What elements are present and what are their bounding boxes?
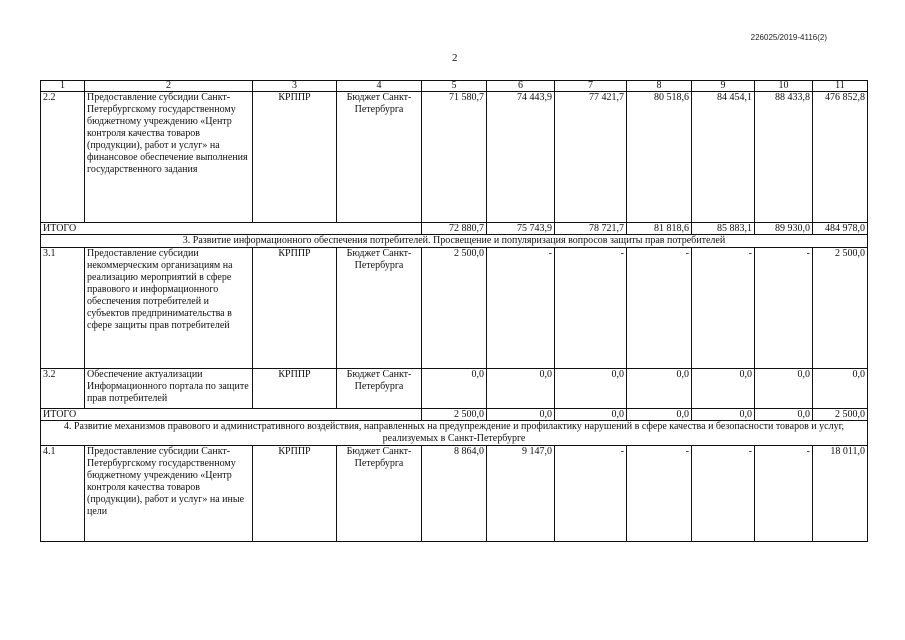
amount-cell: 80 518,6 bbox=[627, 92, 692, 223]
column-header: 6 bbox=[487, 81, 555, 92]
column-header: 3 bbox=[253, 81, 337, 92]
amount-cell: 0,0 bbox=[487, 409, 555, 421]
amount-cell: 72 880,7 bbox=[422, 223, 487, 235]
executor: КРППР bbox=[253, 92, 337, 223]
activity-name: Предоставление субсидии Санкт-Петербургскому государственному бюджетному учреждению «Центр контроля качества товаров (продукции), работ и услуг» на иные цели bbox=[85, 446, 253, 542]
amount-cell: 81 818,6 bbox=[627, 223, 692, 235]
table-row-3-2 bbox=[41, 369, 868, 409]
amount-cell: 0,0 bbox=[627, 369, 692, 409]
total-amount-cell: 2 500,0 bbox=[813, 409, 868, 421]
column-header: 9 bbox=[692, 81, 755, 92]
amount-cell: 8 864,0 bbox=[422, 446, 487, 542]
section-heading: 4. Развитие механизмов правового и административного воздействия, направленных на предупреждение и профилактику нарушений в сфере качества и безопасности товаров и услуг, реализуемых в Санкт-Петербурге bbox=[41, 421, 868, 446]
activity-name: Предоставление субсидии некоммерческим организациям на реализацию мероприятий в сфере правового и информационного обеспечения потребителей и субъектов предпринимательства в сфере защиты прав потребителей bbox=[85, 248, 253, 369]
amount-cell: - bbox=[692, 446, 755, 542]
amount-cell: 78 721,7 bbox=[555, 223, 627, 235]
program-financing-table bbox=[40, 80, 868, 542]
amount-cell: 88 433,8 bbox=[755, 92, 813, 223]
amount-cell: 0,0 bbox=[755, 409, 813, 421]
amount-cell: 0,0 bbox=[755, 369, 813, 409]
column-header: 2 bbox=[85, 81, 253, 92]
section-3-heading-row bbox=[41, 235, 868, 248]
table-row-4-1 bbox=[41, 446, 868, 542]
column-header: 11 bbox=[813, 81, 868, 92]
table-row-2-2 bbox=[41, 92, 868, 223]
row-number: 4.1 bbox=[41, 446, 85, 542]
funding-source: Бюджет Санкт-Петербурга bbox=[337, 369, 422, 409]
column-header: 5 bbox=[422, 81, 487, 92]
amount-cell: 0,0 bbox=[487, 369, 555, 409]
amount-cell: 0,0 bbox=[692, 369, 755, 409]
amount-cell: 85 883,1 bbox=[692, 223, 755, 235]
amount-cell: 0,0 bbox=[422, 369, 487, 409]
row-number: 2.2 bbox=[41, 92, 85, 223]
amount-cell: 71 580,7 bbox=[422, 92, 487, 223]
amount-cell: - bbox=[487, 248, 555, 369]
amount-cell: 0,0 bbox=[627, 409, 692, 421]
column-number-header-row bbox=[41, 81, 868, 92]
amount-cell: 0,0 bbox=[692, 409, 755, 421]
funding-source: Бюджет Санкт-Петербурга bbox=[337, 92, 422, 223]
executor: КРППР bbox=[253, 446, 337, 542]
amount-cell: 0,0 bbox=[555, 409, 627, 421]
amount-cell: 75 743,9 bbox=[487, 223, 555, 235]
total-label: ИТОГО bbox=[41, 223, 422, 235]
funding-source: Бюджет Санкт-Петербурга bbox=[337, 248, 422, 369]
amount-cell: - bbox=[555, 446, 627, 542]
total-row-section-3 bbox=[41, 409, 868, 421]
funding-source: Бюджет Санкт-Петербурга bbox=[337, 446, 422, 542]
amount-cell: - bbox=[755, 446, 813, 542]
amount-cell: 2 500,0 bbox=[422, 409, 487, 421]
amount-cell: - bbox=[755, 248, 813, 369]
section-4-heading-row bbox=[41, 421, 868, 446]
executor: КРППР bbox=[253, 248, 337, 369]
document-registration-number: 226025/2019-4116(2) bbox=[750, 33, 827, 42]
amount-cell: - bbox=[627, 446, 692, 542]
total-amount-cell: 0,0 bbox=[813, 369, 868, 409]
column-header: 4 bbox=[337, 81, 422, 92]
amount-cell: 77 421,7 bbox=[555, 92, 627, 223]
column-header: 8 bbox=[627, 81, 692, 92]
row-number: 3.2 bbox=[41, 369, 85, 409]
column-header: 7 bbox=[555, 81, 627, 92]
amount-cell: 89 930,0 bbox=[755, 223, 813, 235]
amount-cell: 2 500,0 bbox=[422, 248, 487, 369]
total-amount-cell: 18 011,0 bbox=[813, 446, 868, 542]
section-heading: 3. Развитие информационного обеспечения потребителей. Просвещение и популяризация вопросов защиты прав потребителей bbox=[41, 235, 868, 248]
activity-name: Предоставление субсидии Санкт-Петербургскому государственному бюджетному учреждению «Центр контроля качества товаров (продукции), работ и услуг» на финансовое обеспечение выполнения государственного задания bbox=[85, 92, 253, 223]
total-amount-cell: 2 500,0 bbox=[813, 248, 868, 369]
total-row-section-2 bbox=[41, 223, 868, 235]
page-number: 2 bbox=[452, 52, 458, 64]
executor: КРППР bbox=[253, 369, 337, 409]
amount-cell: 84 454,1 bbox=[692, 92, 755, 223]
total-amount-cell: 476 852,8 bbox=[813, 92, 868, 223]
amount-cell: - bbox=[627, 248, 692, 369]
amount-cell: - bbox=[555, 248, 627, 369]
column-header: 1 bbox=[41, 81, 85, 92]
column-header: 10 bbox=[755, 81, 813, 92]
amount-cell: 0,0 bbox=[555, 369, 627, 409]
row-number: 3.1 bbox=[41, 248, 85, 369]
amount-cell: - bbox=[692, 248, 755, 369]
table-row-3-1 bbox=[41, 248, 868, 369]
activity-name: Обеспечение актуализации Информационного портала по защите прав потребителей bbox=[85, 369, 253, 409]
total-label: ИТОГО bbox=[41, 409, 422, 421]
total-amount-cell: 484 978,0 bbox=[813, 223, 868, 235]
amount-cell: 74 443,9 bbox=[487, 92, 555, 223]
amount-cell: 9 147,0 bbox=[487, 446, 555, 542]
